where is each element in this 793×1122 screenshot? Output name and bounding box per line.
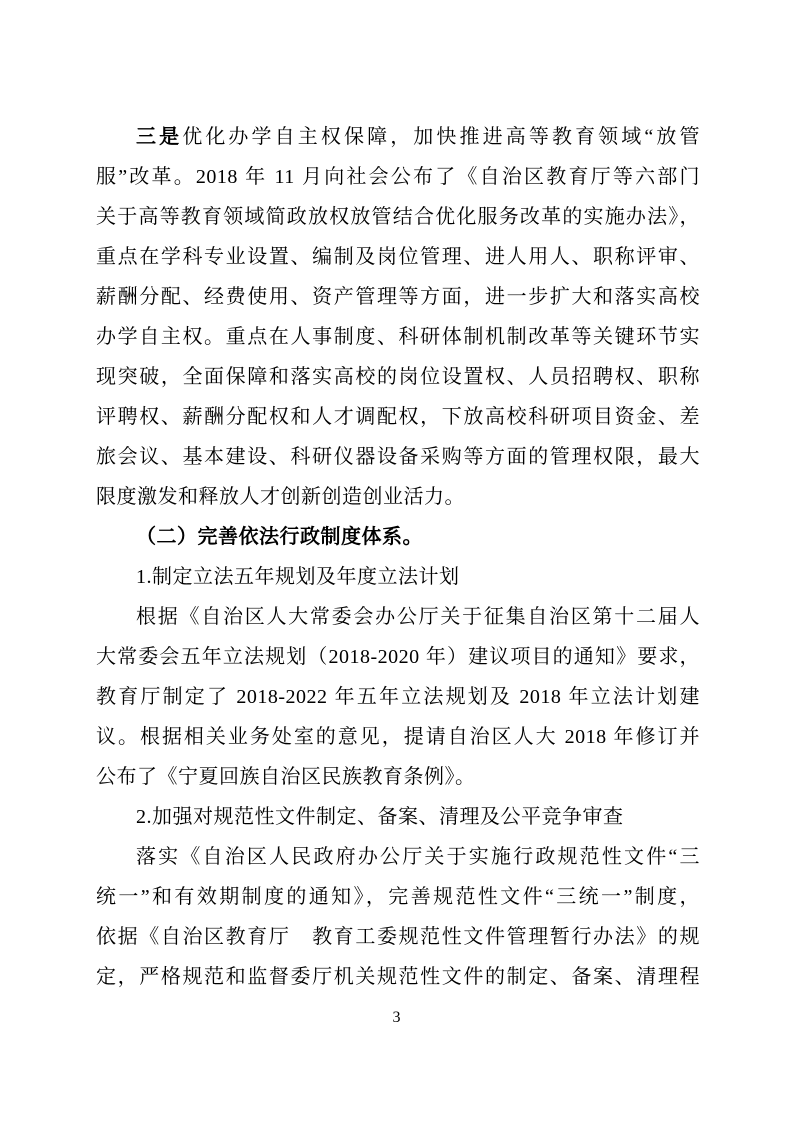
text-line: 大常委会五年立法规划（2018-2020 年）建议项目的通知》要求，	[96, 646, 700, 668]
text-line: 评聘权、薪酬分配权和人才调配权，下放高校科研项目资金、差	[96, 406, 700, 428]
section-heading: （二）完善依法行政制度体系。	[136, 526, 423, 548]
emphasis-text: 三是	[136, 126, 183, 148]
text-line: 重点在学科专业设置、编制及岗位管理、进人用人、职称评审、	[96, 246, 700, 268]
text-line: 教育厅制定了 2018-2022 年五年立法规划及 2018 年立法计划建	[96, 686, 700, 708]
text-line: 根据《自治区人大常委会办公厅关于征集自治区第十二届人	[136, 606, 700, 628]
text-run: 优化办学自主权保障，加快推进高等教育领域“放管	[182, 126, 700, 148]
text-line: 现突破，全面保障和落实高校的岗位设置权、人员招聘权、职称	[96, 366, 700, 388]
text-line: 限度激发和释放人才创新创造创业活力。	[96, 486, 465, 508]
text-line: 旅会议、基本建设、科研仪器设备采购等方面的管理权限，最大	[96, 446, 700, 468]
text-line: 公布了《宁夏回族自治区民族教育条例》。	[96, 766, 476, 788]
text-line: 关于高等教育领域简政放权放管结合优化服务改革的实施办法》，	[96, 206, 700, 228]
text-line: 2.加强对规范性文件制定、备案、清理及公平竞争审查	[136, 806, 624, 828]
page-number: 3	[392, 1009, 401, 1026]
text-line: 办学自主权。重点在人事制度、科研体制机制改革等关键环节实	[96, 326, 700, 348]
text-line: 议。根据相关业务处室的意见，提请自治区人大 2018 年修订并	[96, 726, 700, 748]
text-line: 统一”和有效期制度的通知》，完善规范性文件“三统一”制度，	[96, 886, 700, 908]
text-line: 依据《自治区教育厅 教育工委规范性文件管理暂行办法》的规	[96, 926, 700, 948]
text-line: 定，严格规范和监督委厅机关规范性文件的制定、备案、清理程	[96, 966, 700, 988]
text-line: 薪酬分配、经费使用、资产管理等方面，进一步扩大和落实高校	[96, 286, 700, 308]
text-line: 服”改革。2018 年 11 月向社会公布了《自治区教育厅等六部门	[96, 166, 700, 188]
document-body	[96, 117, 700, 997]
text-line: 落实《自治区人民政府办公厅关于实施行政规范性文件“三	[136, 846, 700, 868]
text-line: 1.制定立法五年规划及年度立法计划	[136, 566, 460, 588]
text-line	[96, 117, 700, 157]
